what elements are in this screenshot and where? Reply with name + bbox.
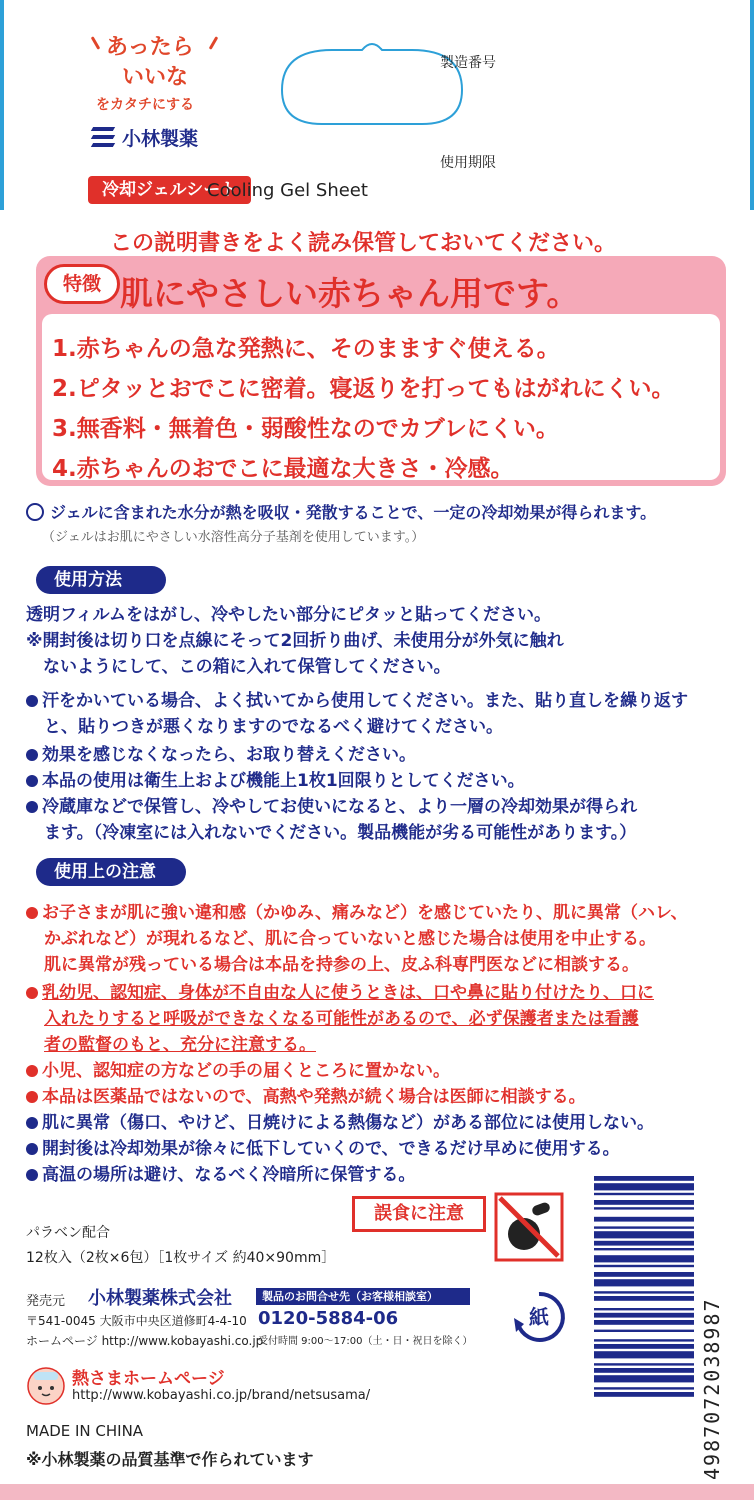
product-tag: 冷却ジェルシート (88, 176, 251, 204)
features-title: 肌にやさしい赤ちゃん用です。 (120, 274, 580, 313)
expiry-label: 使用期限 (440, 155, 496, 171)
caution-line: 者の監督のもと、充分に注意する。 (44, 1035, 316, 1055)
caution-line: 高温の場所は避け、なるべく冷暗所に保管する。 (26, 1160, 415, 1185)
bullet-icon (26, 1065, 38, 1077)
baby-face-icon (24, 1362, 68, 1406)
caution-line: お子さまが肌に強い違和感（かゆみ、痛みなど）を感じていたり、肌に異常（ハレ、 (26, 898, 688, 923)
paper-recycle-icon (512, 1290, 566, 1344)
caution-line: 本品は医薬品ではないので、高熱や発熱が続く場合は医師に相談する。 (26, 1082, 586, 1107)
bullet-icon (26, 801, 38, 813)
feature-item: 1.赤ちゃんの急な発熱に、そのまますぐ使える。 (52, 336, 560, 362)
kobayashi-logo-icon (92, 126, 114, 148)
caution-line: 入れたりすると呼吸ができなくなる可能性があるので、必ず保護者または看護 (44, 1009, 639, 1029)
barcode-bar (594, 1368, 694, 1373)
barcode-bar (594, 1339, 694, 1341)
paraben-label: パラベン配合 (26, 1225, 110, 1241)
caution-line: かぶれなど）が現れるなど、肌に合っていないと感じた場合は使用を中止する。 (44, 929, 656, 949)
barcode-bar (594, 1193, 694, 1195)
bullet-icon (26, 1143, 38, 1155)
sold-by-label: 発売元 (26, 1294, 66, 1309)
barcode-bar (594, 1226, 694, 1228)
cooling-note-text: ジェルに含まれた水分が熱を吸収・発散することで、一定の冷却効果が得られます。 (50, 503, 657, 522)
usage-line: ※開封後は切り口を点線にそって2回折り曲げ、未使用分が外気に触れ (26, 631, 564, 651)
brand-name: 小林製薬 (122, 127, 199, 150)
barcode-bar (594, 1308, 694, 1310)
sun-rays-icon (209, 36, 219, 50)
barcode-bar (594, 1313, 694, 1318)
target-icon (26, 503, 44, 521)
caution-line: 肌に異常が残っている場合は本品を持参の上、皮ふ科専門医などに相談する。 (44, 955, 639, 975)
caution-line: 開封後は冷却効果が徐々に低下していくので、できるだけ早めに使用する。 (26, 1134, 620, 1159)
features-badge: 特徴 (44, 264, 120, 304)
caution-line: 小児、認知症の方などの手の届くところに置かない。 (26, 1056, 450, 1081)
barcode-bar (594, 1200, 694, 1205)
contact-tel: 0120-5884-06 (258, 1308, 399, 1329)
usage-line: 汗をかいている場合、よく拭いてから使用してください。また、貼り直しを繰り返す (26, 686, 688, 711)
bullet-icon (26, 695, 38, 707)
barcode-bar (594, 1375, 694, 1382)
slogan-line1: あったら (106, 35, 194, 60)
product-tag-en: Cooling Gel Sheet (207, 180, 368, 201)
contact-hours: 受付時間 9:00～17:00（土・日・祝日を除く） (258, 1336, 473, 1347)
barcode-bar (594, 1176, 694, 1181)
gel-note: （ジェルはお肌にやさしい水溶性高分子基剤を使用しています。） (42, 530, 425, 545)
brand (92, 124, 198, 150)
slogan-line3: をカタチにする (96, 97, 194, 113)
barcode-bar (594, 1255, 694, 1262)
company-name: 小林製薬株式会社 (88, 1288, 232, 1309)
barcode-bar (594, 1387, 694, 1389)
barcode-bar (594, 1207, 694, 1209)
feature-item: 3.無香料・無着色・弱酸性なのでカブレにくい。 (52, 416, 559, 442)
contact-label: 製品のお問合せ先（お客様相談室） (256, 1288, 470, 1305)
caution-line: 肌に異常（傷口、やけど、日焼けによる熱傷など）がある部位には使用しない。 (26, 1108, 654, 1133)
usage-line: 冷蔵庫などで保管し、冷やしてお使いになると、より一層の冷却効果が得られ (26, 792, 637, 817)
usage-heading: 使用方法 (36, 566, 166, 594)
bullet-icon (26, 749, 38, 761)
quality-note: ※小林製薬の品質基準で作られています (26, 1450, 314, 1469)
barcode-bar (594, 1265, 694, 1267)
bullet-icon (26, 907, 38, 919)
barcode-bar (594, 1351, 694, 1358)
made-in-label: MADE IN CHINA (26, 1422, 144, 1440)
usage-line: と、貼りつきが悪くなりますのでなるべく避けてください。 (44, 717, 503, 737)
barcode-bar (594, 1248, 694, 1250)
usage-line: 透明フィルムをはがし、冷やしたい部分にピタッと貼ってください。 (26, 605, 551, 625)
netsu-homepage-title: 熱さまホームページ (72, 1369, 225, 1389)
caution-line: 乳幼児、認知症、身体が不自由な人に使うときは、口や鼻に貼り付けたり、口に (26, 978, 654, 1003)
bottom-stripe (0, 1484, 754, 1500)
company-homepage: ホームページ http://www.kobayashi.co.jp (26, 1334, 264, 1348)
usage-line: 効果を感じなくなったら、お取り替えください。 (26, 740, 416, 765)
svg-text:紙: 紙 (529, 1305, 549, 1329)
bullet-icon (26, 1091, 38, 1103)
slogan (92, 26, 222, 114)
barcode-bar (594, 1217, 694, 1222)
barcode-bar (594, 1241, 694, 1246)
barcode-bar (594, 1320, 694, 1325)
barcode-bar (594, 1279, 694, 1286)
feature-item: 2.ピタッとおでこに密着。寝返りを打ってもはがれにくい。 (52, 376, 675, 402)
barcode-bar (594, 1291, 694, 1293)
cautions-heading: 使用上の注意 (36, 858, 186, 886)
barcode-bar (594, 1183, 694, 1190)
ingestion-warning-badge: 誤食に注意 (352, 1196, 486, 1232)
barcode-bar (594, 1272, 694, 1277)
barcode-bar (594, 1344, 694, 1349)
barcode-bar (594, 1363, 694, 1365)
barcode-bar (594, 1231, 694, 1238)
barcode-number: 4987072038987 (700, 1297, 724, 1480)
barcode-bar (594, 1330, 694, 1332)
mfg-number-label: 製造番号 (440, 55, 496, 71)
bullet-icon (26, 987, 38, 999)
usage-line: ます。（冷凍室には入れないでください。製品機能が劣る可能性があります。） (44, 823, 637, 843)
bullet-icon (26, 1117, 38, 1129)
usage-line: ないようにして、この箱に入れて保管してください。 (26, 657, 451, 677)
barcode-bar (594, 1296, 694, 1301)
quantity-label: 12枚入（2枚×6包）［1枚サイズ 約40×90mm］ (26, 1250, 336, 1266)
read-notice: この説明書きをよく読み保管しておいてください。 (110, 231, 617, 256)
sun-rays-icon (91, 36, 101, 50)
no-eating-icon (494, 1192, 564, 1262)
company-address: 〒541-0045 大阪市中央区道修町4-4-10 (26, 1314, 247, 1328)
barcode-bar (594, 1392, 694, 1397)
bullet-icon (26, 1169, 38, 1181)
bullet-icon (26, 775, 38, 787)
feature-item: 4.赤ちゃんのおでこに最適な大きさ・冷感。 (52, 456, 514, 482)
cooling-note (26, 500, 656, 523)
netsu-homepage-url[interactable]: http://www.kobayashi.co.jp/brand/netsusama/ (72, 1388, 371, 1403)
usage-line: 本品の使用は衛生上および機能上1枚1回限りとしてください。 (26, 766, 525, 791)
slogan-line2: いいな (122, 65, 189, 90)
